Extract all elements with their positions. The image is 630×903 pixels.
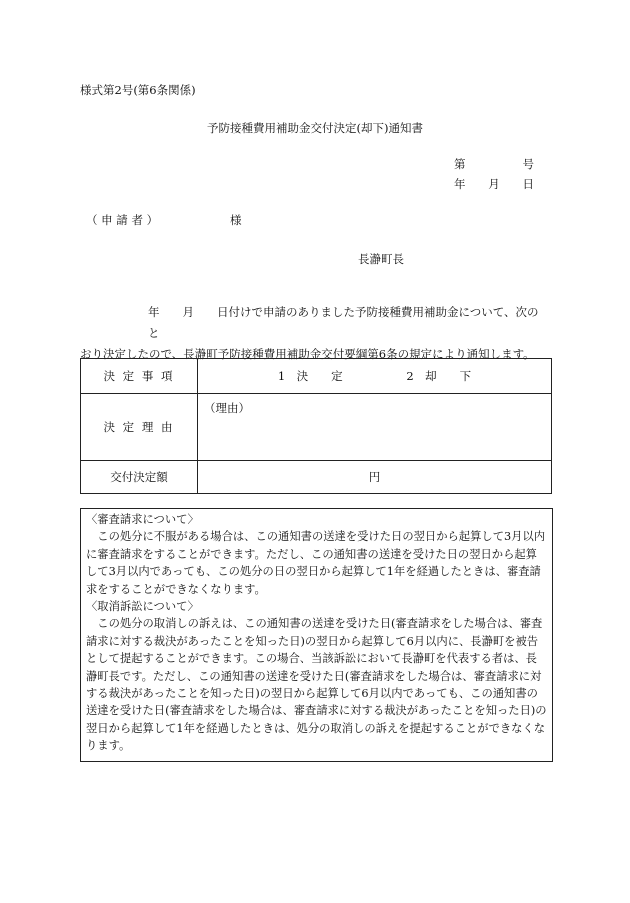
- notice-text-review: この処分に不服がある場合は、この通知書の送達を受けた日の翌日から起算して3月以内に審査請求をすることができます。ただし、この通知書の送達を受けた日の翌日から起算して3月以内であっても、この処分の日の翌日から起算して1年を経過したときは、審査請求をすることができなくなります。: [86, 530, 546, 596]
- table-row: [81, 461, 552, 494]
- body-text: [80, 302, 550, 365]
- decision-item-label: 決 定 事 項: [81, 359, 198, 394]
- appeal-notice-box: [80, 508, 553, 762]
- issuer: 長瀞町長: [358, 252, 404, 266]
- notice-text-lawsuit: この処分の取消しの訴えは、この通知書の送達を受けた日(審査請求をした場合は、審査請求に対する裁決があったことを知った日)の翌日から起算して6月以内に、長瀞町を被告として提起することができます。この場合、当該訴訟において長瀞町を代表する者は、長瀞町長です。ただし、この通知書の送達を受けた日(審査請求をした場合は、審査請求に対する裁決があったことを知った日)の翌日から起算して6月以内であっても、この通知書の送達を受けた日(審査請求をした場合は、審査請求に対する裁決があったことを知った日)の翌日から起算して1年を経過したときは、処分の取消しの訴えを提起することができなくなります。: [86, 617, 547, 753]
- decision-table: [80, 358, 552, 494]
- grant-amount-label: 交付決定額: [81, 461, 198, 494]
- document-title: 予防接種費用補助金交付決定(却下)通知書: [207, 121, 423, 135]
- body-line-2: おり決定したので、長瀞町予防接種費用補助金交付要綱第6条の規定により通知します。: [80, 347, 535, 361]
- reason-caption: （理由）: [204, 401, 250, 415]
- applicant-label: （ 申 請 者 ）: [86, 213, 159, 227]
- decision-reason-cell: [198, 394, 552, 461]
- notice-heading-lawsuit: 〈取消訴訟について〉: [86, 600, 199, 614]
- date-year: 年: [454, 177, 466, 191]
- notice-heading-review: 〈審査請求について〉: [86, 513, 199, 526]
- date-day: 日: [522, 177, 534, 191]
- number-prefix: 第: [454, 157, 466, 171]
- grant-amount-cell: 円: [198, 461, 552, 494]
- choice-approve: 1 決 定: [277, 369, 343, 383]
- table-row: [81, 394, 552, 461]
- body-line-1: 年 月 日付けで申請のありました予防接種費用補助金について、次のと: [148, 305, 539, 340]
- choice-reject: 2 却 下: [406, 369, 472, 383]
- form-number: 様式第2号(第6条関係): [80, 83, 196, 97]
- table-row: [81, 359, 552, 394]
- document-number-line: [454, 156, 534, 172]
- decision-choices: [198, 359, 552, 394]
- decision-reason-label: 決 定 理 由: [81, 394, 198, 461]
- date-line: [454, 176, 534, 192]
- date-month: 月: [488, 177, 500, 191]
- number-suffix: 号: [522, 157, 534, 171]
- honorific: 様: [230, 213, 242, 227]
